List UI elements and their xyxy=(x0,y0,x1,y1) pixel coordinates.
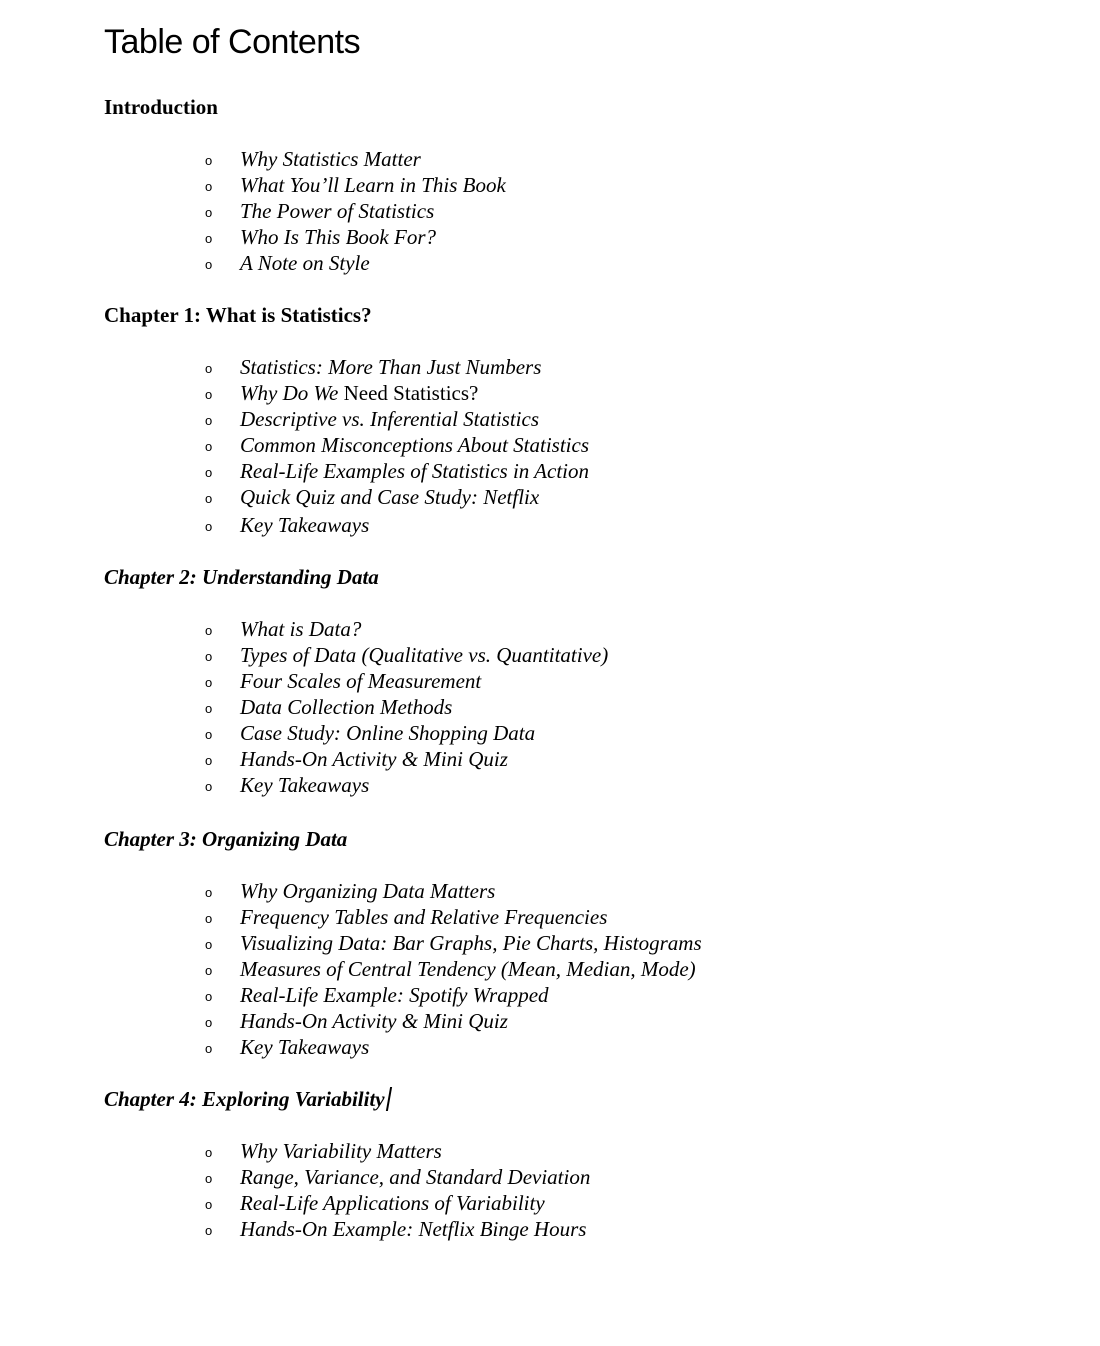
list-item-text: Key Takeaways xyxy=(240,773,370,797)
list-item-text: Real-Life Examples of Statistics in Action xyxy=(240,459,589,483)
list-item-text: Types of Data (Qualitative vs. Quantitative) xyxy=(240,643,609,667)
list-item-text: Data Collection Methods xyxy=(240,695,453,719)
hollow-circle-bullet-icon: o xyxy=(205,963,213,978)
list-item-text-regular: Need Statistics? xyxy=(338,381,479,405)
list-item-text: A Note on Style xyxy=(240,251,370,275)
list-item-text: Statistics: More Than Just Numbers xyxy=(240,355,542,379)
list-item-text: Why Variability Matters xyxy=(240,1139,442,1163)
hollow-circle-bullet-icon: o xyxy=(205,465,213,480)
section-heading-chapter-3: Chapter 3: Organizing Data xyxy=(104,827,348,851)
list-item-text: What is Data? xyxy=(240,617,362,641)
section-heading-chapter-2: Chapter 2: Understanding Data xyxy=(104,565,379,589)
list-item-text-italic: Why Do We xyxy=(240,381,339,405)
list-item-text: Visualizing Data: Bar Graphs, Pie Charts, Histograms xyxy=(240,931,702,955)
hollow-circle-bullet-icon: o xyxy=(205,885,213,900)
list-item-text: Case Study: Online Shopping Data xyxy=(240,721,536,745)
list-item-text: Descriptive vs. Inferential Statistics xyxy=(240,407,539,431)
list-item-text: Common Misconceptions About Statistics xyxy=(240,433,590,457)
list-item-text: Real-Life Applications of Variability xyxy=(240,1191,545,1215)
list-item-text: Who Is This Book For? xyxy=(240,225,436,249)
hollow-circle-bullet-icon: o xyxy=(205,1041,213,1056)
list-item-text: Quick Quiz and Case Study: Netflix xyxy=(240,485,540,509)
list-item-text: Hands-On Activity & Mini Quiz xyxy=(240,1009,508,1033)
hollow-circle-bullet-icon: o xyxy=(205,911,213,926)
hollow-circle-bullet-icon: o xyxy=(205,1145,213,1160)
section-heading-chapter-4-text: Chapter 4: Exploring Variability xyxy=(104,1087,385,1111)
list-item-text: Real-Life Example: Spotify Wrapped xyxy=(240,983,549,1007)
hollow-circle-bullet-icon: o xyxy=(205,701,213,716)
list-item-text: Measures of Central Tendency (Mean, Median, Mode) xyxy=(240,957,696,981)
hollow-circle-bullet-icon: o xyxy=(205,1015,213,1030)
list-item-text: Hands-On Example: Netflix Binge Hours xyxy=(240,1217,587,1241)
list-item-text: Frequency Tables and Relative Frequencies xyxy=(240,905,608,929)
hollow-circle-bullet-icon: o xyxy=(205,231,213,246)
section-heading-chapter-1: Chapter 1: What is Statistics? xyxy=(104,303,372,327)
list-item-text: Range, Variance, and Standard Deviation xyxy=(240,1165,591,1189)
hollow-circle-bullet-icon: o xyxy=(205,989,213,1004)
hollow-circle-bullet-icon: o xyxy=(205,519,213,534)
hollow-circle-bullet-icon: o xyxy=(205,387,213,402)
hollow-circle-bullet-icon: o xyxy=(205,727,213,742)
hollow-circle-bullet-icon: o xyxy=(205,1223,213,1238)
hollow-circle-bullet-icon: o xyxy=(205,205,213,220)
hollow-circle-bullet-icon: o xyxy=(205,413,213,428)
hollow-circle-bullet-icon: o xyxy=(205,1197,213,1212)
list-item-text xyxy=(240,380,478,406)
hollow-circle-bullet-icon: o xyxy=(205,491,213,506)
list-item-text: Why Statistics Matter xyxy=(240,147,421,171)
hollow-circle-bullet-icon: o xyxy=(205,779,213,794)
hollow-circle-bullet-icon: o xyxy=(205,1171,213,1186)
hollow-circle-bullet-icon: o xyxy=(205,439,213,454)
page-title: Table of Contents xyxy=(104,23,361,61)
list-item-text: The Power of Statistics xyxy=(240,199,435,223)
hollow-circle-bullet-icon: o xyxy=(205,257,213,272)
list-item-text: What You’ll Learn in This Book xyxy=(240,173,506,197)
list-item-text: Why Organizing Data Matters xyxy=(240,879,496,903)
hollow-circle-bullet-icon: o xyxy=(205,179,213,194)
hollow-circle-bullet-icon: o xyxy=(205,753,213,768)
text-cursor-icon xyxy=(386,1087,392,1111)
section-heading-introduction: Introduction xyxy=(104,95,218,119)
list-item-text: Key Takeaways xyxy=(240,513,370,537)
list-item-text: Key Takeaways xyxy=(240,1035,370,1059)
list-item-text: Hands-On Activity & Mini Quiz xyxy=(240,747,508,771)
hollow-circle-bullet-icon: o xyxy=(205,361,213,376)
section-heading-chapter-4[interactable] xyxy=(104,1086,390,1112)
hollow-circle-bullet-icon: o xyxy=(205,649,213,664)
hollow-circle-bullet-icon: o xyxy=(205,153,213,168)
hollow-circle-bullet-icon: o xyxy=(205,937,213,952)
hollow-circle-bullet-icon: o xyxy=(205,623,213,638)
list-item-text: Four Scales of Measurement xyxy=(240,669,482,693)
hollow-circle-bullet-icon: o xyxy=(205,675,213,690)
